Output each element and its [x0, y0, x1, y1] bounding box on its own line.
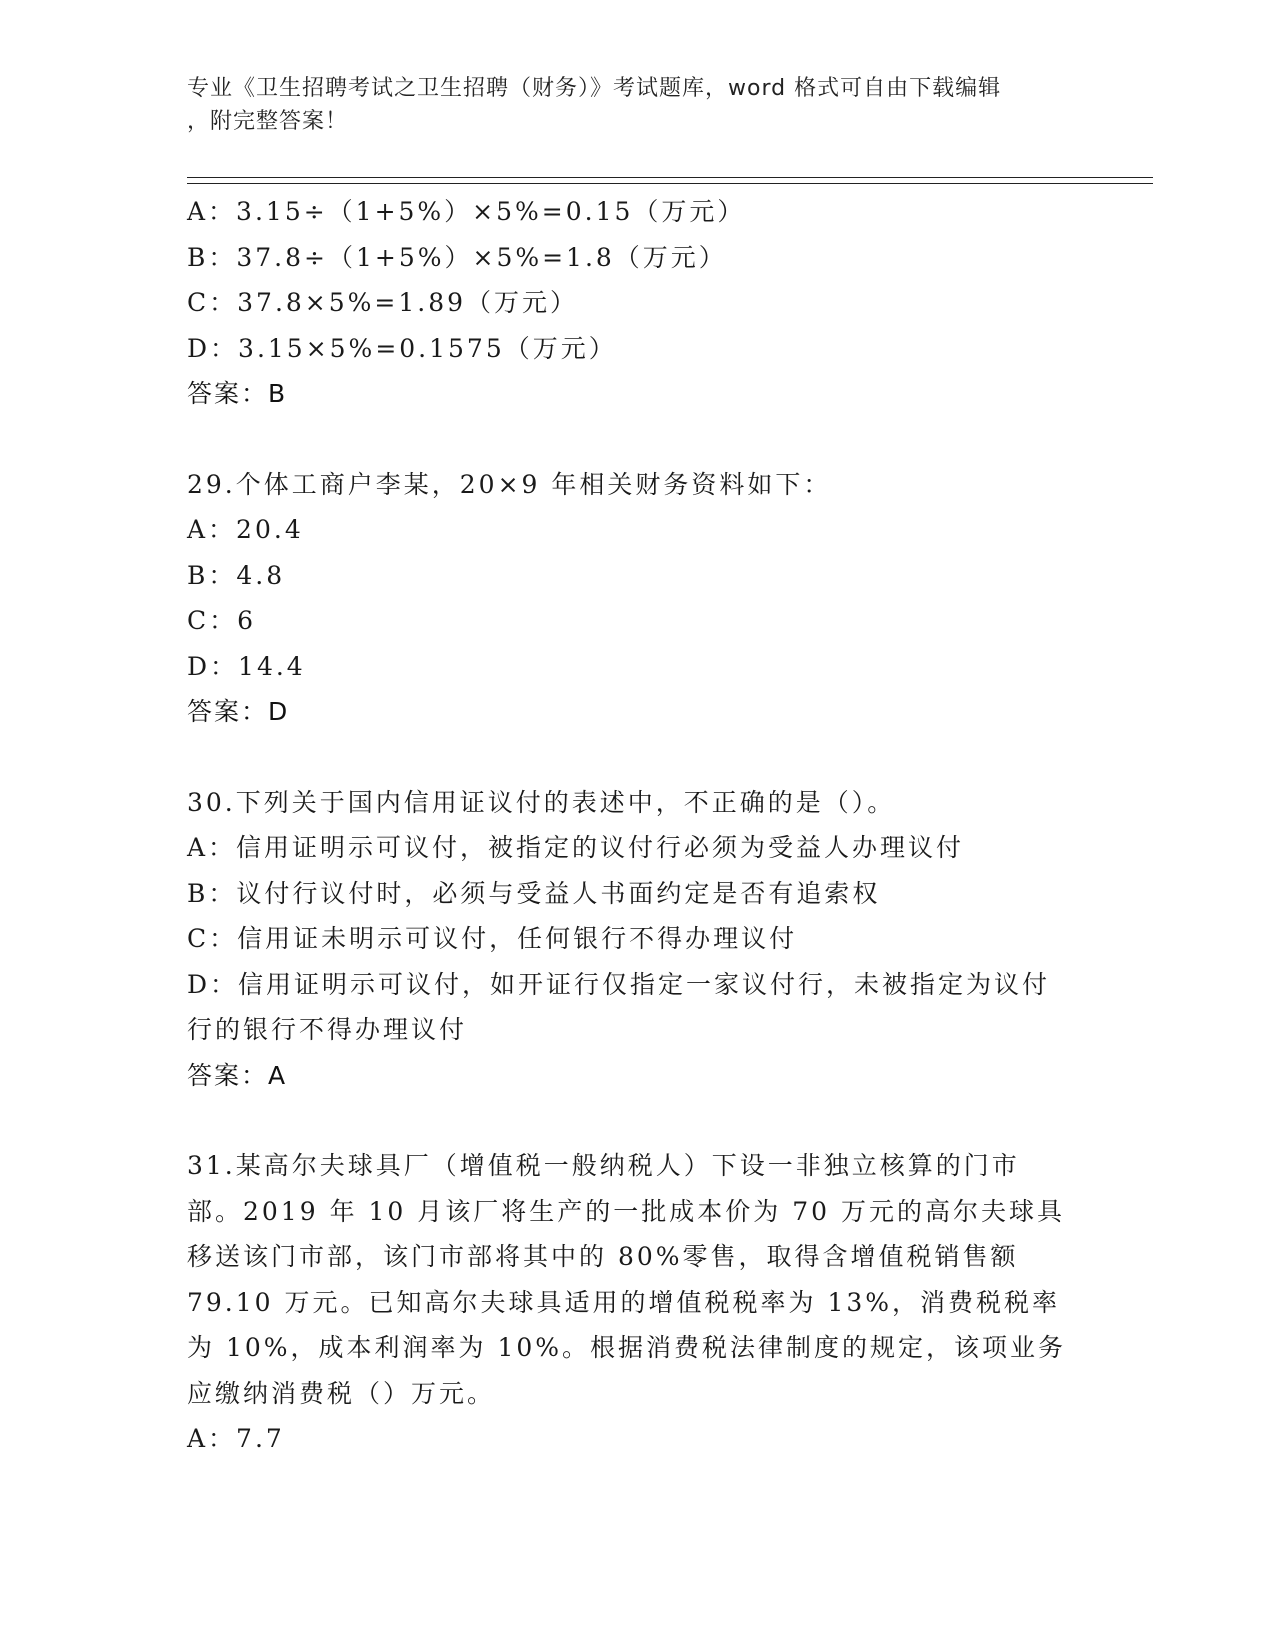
- question-stem: 30.下列关于国内信用证议付的表述中，不正确的是（）。: [187, 787, 896, 817]
- header-divider-top: [187, 177, 1153, 178]
- question-stem: 31.某高尔夫球具厂（增值税一般纳税人）下设一非独立核算的门市部。2019 年 10 月该厂将生产的一批成本价为 70 万元的高尔夫球具移送该门市部，该门市部将其中的 80%零售，取得含增值税销售额 79.10 万元。已知高尔夫球具适用的增值税税率为 13%，消费税税率为 10%，成本利润率为 10%。根据消费税法律制度的规定，该项业务应缴纳消费税（）万元。: [187, 1151, 1067, 1408]
- answer: 答案：D: [187, 697, 290, 726]
- answer: 答案：A: [187, 1060, 288, 1090]
- question-gap: [187, 1098, 1087, 1143]
- answer: 答案：B: [187, 379, 288, 408]
- option-c: C：37.8×5%=1.89（万元）: [187, 288, 579, 317]
- question-stem: 29.个体工商户李某，20×9 年相关财务资料如下：: [187, 469, 832, 499]
- header-divider-bottom: [187, 183, 1153, 184]
- document-header: [187, 72, 1087, 138]
- option-d: D：信用证明示可议付，如开证行仅指定一家议付行，未被指定为议付行的银行不得办理议付: [187, 969, 1051, 1044]
- question-30: [187, 780, 1087, 1099]
- option-c: C：信用证未明示可议付，任何银行不得办理议付: [187, 924, 798, 953]
- option-a: A：20.4: [187, 515, 304, 544]
- option-a: A：7.7: [187, 1424, 285, 1453]
- question-content: [187, 189, 1087, 1462]
- question-31: [187, 1143, 1087, 1462]
- header-line-1: 专业《卫生招聘考试之卫生招聘（财务）》考试题库，word 格式可自由下载编辑: [187, 76, 1002, 101]
- option-b: B：37.8÷（1+5%）×5%=1.8（万元）: [187, 242, 727, 272]
- question-gap: [187, 417, 1087, 462]
- header-line-2: ，附完整答案！: [187, 109, 349, 134]
- option-b: B：4.8: [187, 560, 286, 590]
- option-a: A：3.15÷（1+5%）×5%=0.15（万元）: [187, 197, 746, 226]
- option-d: D：14.4: [187, 651, 306, 681]
- question-gap: [187, 735, 1087, 780]
- option-c: C：6: [187, 606, 257, 635]
- option-b: B：议付行议付时，必须与受益人书面约定是否有追索权: [187, 878, 881, 908]
- question-29: [187, 462, 1087, 735]
- option-d: D：3.15×5%=0.1575（万元）: [187, 333, 617, 363]
- question-28: [187, 189, 1087, 417]
- option-a: A：信用证明示可议付，被指定的议付行必须为受益人办理议付: [187, 833, 965, 862]
